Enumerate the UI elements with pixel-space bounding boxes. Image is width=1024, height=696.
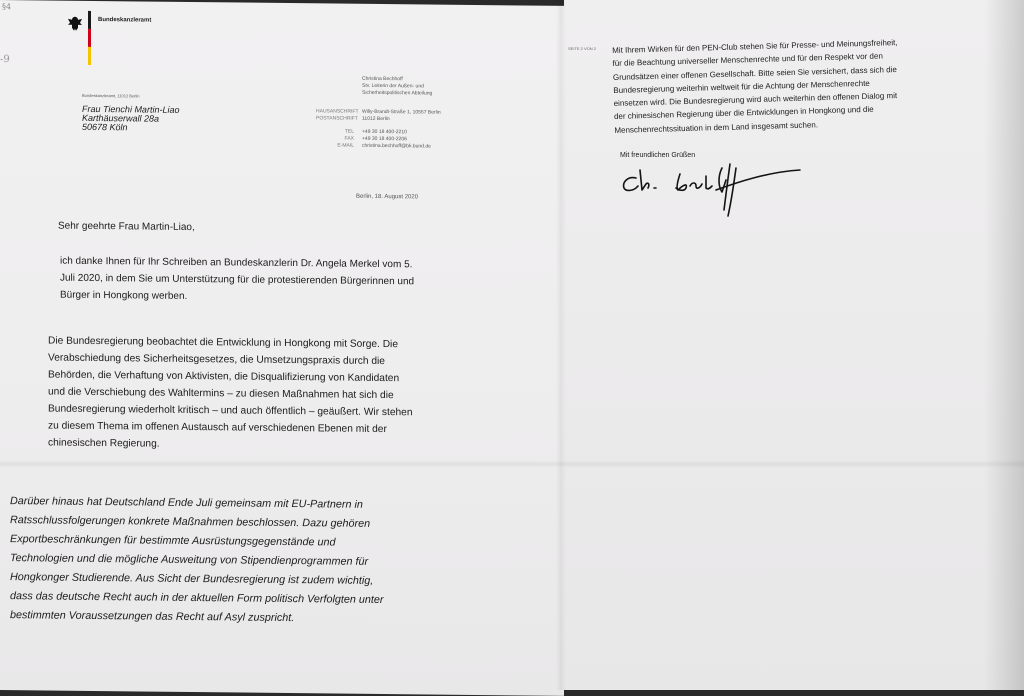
recipient-address bbox=[82, 105, 179, 133]
closing: Mit freundlichen Grüßen bbox=[620, 152, 696, 159]
contact-email: christina.bechhoff@bk.bund.de bbox=[362, 142, 431, 150]
corner-mark: §4 bbox=[2, 2, 12, 12]
flag-stripe bbox=[88, 11, 91, 65]
postal-label: POSTANSCHRIFT bbox=[316, 115, 358, 122]
recipient-city: 50678 Köln bbox=[82, 121, 128, 133]
paragraph-2: Die Bundesregierung beobachtet die Entwicklung in Hongkong mit Sorge. Die Verabschiedung des Sicherheitsgesetzes, die Umsetzungspraxis durch die Behörden, die Verhaftung von Aktivisten, die Disqualifizierung von Kandidaten und die Verschiebung des Wahltermins – zu diesen Maßnahmen hat sich die Bundesregierung wiederholt kritisch – und auch öffentlich – geäußert. Wir stehen zu diesem Thema im offenen Austausch auf verschiedenen Ebenen mit der chinesischen Regierung. bbox=[48, 335, 413, 450]
contact-dept-2: Sicherheitspolitischen Abteilung bbox=[362, 89, 433, 97]
paper-fold-horizontal bbox=[0, 460, 1024, 468]
contact-address: Willy-Brandt-Straße 1, 10557 Berlin bbox=[362, 108, 441, 116]
letter-date: Berlin, 18. August 2020 bbox=[356, 193, 419, 201]
margin-mark: -9 bbox=[0, 54, 10, 66]
paragraph-3: Darüber hinaus hat Deutschland Ende Juli gemeinsam mit EU-Partnern in Ratsschlussfolgerungen konkrete Maßnahmen beschlossen. Dazu gehören Exportbeschränkungen für bestimmte Ausrüstungsgegenstände und Technologien und die mögliche Ausweitung von Stipendienprogrammen für Hongkonger Studierende. Aus Sicht der Bundesregierung ist zudem wichtig, dass das deutsche Recht auch in der aktuellen Form politisch Verfolgten unter bestimmten Voraussetzungen das Recht auf Asyl zuspricht. bbox=[10, 495, 384, 625]
contact-tel: +49 30 18 400-2210 bbox=[362, 128, 407, 136]
organization-name: Bundeskanzleramt bbox=[98, 17, 152, 24]
page-marker: SEITE 2 VON 2 bbox=[568, 46, 597, 51]
paragraph-1: ich danke Ihnen für Ihr Schreiben an Bundeskanzlerin Dr. Angela Merkel vom 5. Juli 2020, in dem Sie um Unterstützung für die protestierenden Bürgerinnen und Bürger in Hongkong werben. bbox=[60, 255, 415, 302]
recipient-name: Frau Tienchi Martin-Liao bbox=[82, 103, 180, 115]
contact-fax: +49 30 18 400-2206 bbox=[362, 135, 407, 143]
salutation: Sehr geehrte Frau Martin-Liao, bbox=[58, 220, 195, 234]
sender-line: Bundeskanzleramt, 11012 Berlin bbox=[82, 92, 140, 99]
contact-block bbox=[316, 75, 441, 150]
contact-postal: 11012 Berlin bbox=[362, 115, 390, 123]
federal-eagle-icon bbox=[66, 15, 84, 37]
fax-label: FAX bbox=[344, 135, 354, 142]
tel-label: TEL bbox=[344, 128, 354, 135]
handwritten-signature bbox=[618, 158, 808, 225]
address-label: HAUSANSCHRIFT bbox=[316, 108, 359, 115]
recipient-street: Karthäuserwall 28a bbox=[82, 112, 160, 124]
paper-fold-vertical bbox=[556, 0, 566, 690]
paragraph-page-2: Mit Ihrem Wirken für den PEN-Club stehen Sie für Presse- und Meinungsfreiheit, für die Beachtung universeller Menschenrechte und für den Respekt vor den Grundsätzen einer offenen Gesellschaft. Bitte seien Sie versichert, dass sich die Bundesregierung weiterhin weltweit für die Achtung der Menschenrechte einsetzen wird. Die Bundesregierung wird auch weiterhin den offenen Dialog mit der chinesischen Regierung über die Entwicklungen in Hongkong und die Menschenrechtssituation in dem Land insgesamt suchen. bbox=[612, 38, 898, 135]
contact-dept: Stv. Leiterin der Außen- und bbox=[362, 82, 424, 90]
email-label: E-MAIL bbox=[337, 142, 354, 149]
contact-name: Christina Bechhoff bbox=[362, 75, 403, 83]
